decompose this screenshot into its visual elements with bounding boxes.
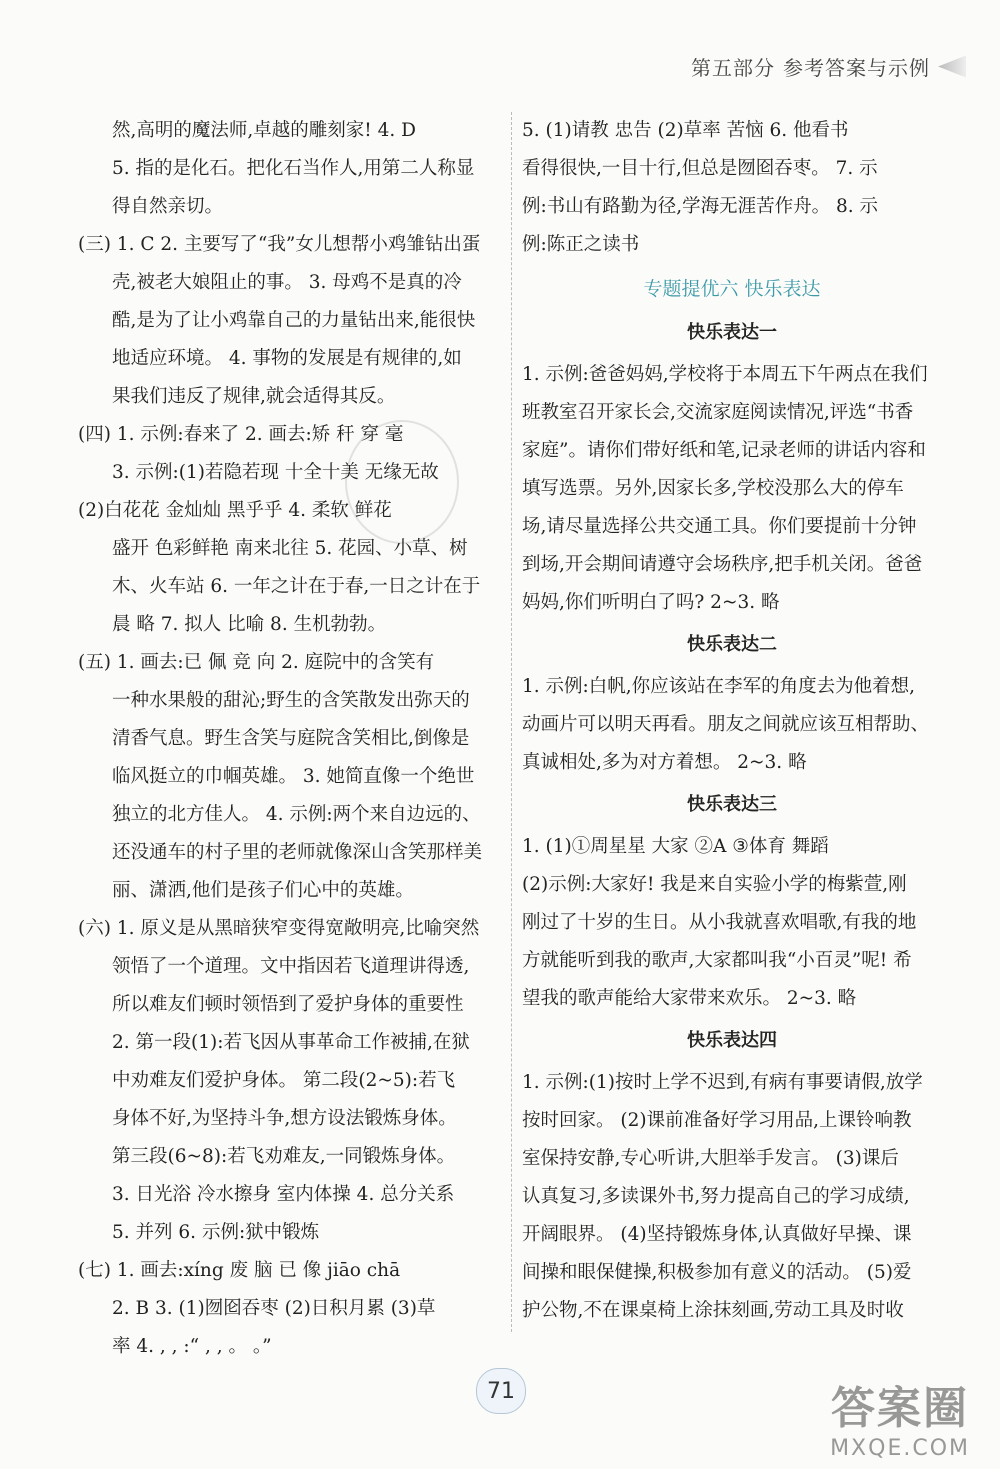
answer-line: 室保持安静,专心听讲,大胆举手发言。 (3)课后: [522, 1148, 899, 1169]
answer-line: (三) 1. C 2. 主要写了“我”女儿想帮小鸡雏钻出蛋: [78, 234, 481, 255]
answer-line: 认真复习,多读课外书,努力提高自己的学习成绩,: [522, 1186, 910, 1207]
page-header: [691, 52, 966, 81]
watermark-big: 答案圈: [831, 1383, 970, 1434]
answer-line: 率 4. , , :“ , , 。 。”: [112, 1336, 272, 1357]
topic-title: 专题提优六 快乐表达: [643, 278, 821, 300]
answer-line: 按时回家。 (2)课前准备好学习用品,上课铃响教: [522, 1110, 912, 1131]
header-flag-icon: [938, 56, 966, 78]
answer-line: 壳,被老大娘阻止的事。 3. 母鸡不是真的冷: [112, 272, 462, 293]
answer-line: 填写选票。另外,因家长多,学校没那么大的停车: [522, 478, 904, 499]
answer-line: 场,请尽量选择公共交通工具。你们要提前十分钟: [522, 516, 917, 537]
left-column: [78, 112, 507, 1366]
answer-line: 地适应环境。 4. 事物的发展是有规律的,如: [112, 348, 462, 369]
answer-line: 果我们违反了规律,就会适得其反。: [112, 386, 396, 407]
answer-line: 到场,开会期间请遵守会场秩序,把手机关闭。爸爸: [522, 554, 923, 575]
answer-line: (六) 1. 原义是从黑暗狭窄变得宽敞明亮,比喻突然: [78, 918, 480, 939]
answer-line: 5. 并列 6. 示例:狱中锻炼: [112, 1222, 320, 1243]
answer-line: (2)示例:大家好! 我是来自实验小学的梅紫萱,刚: [522, 874, 907, 895]
answer-line: 例:陈正之读书: [522, 234, 640, 255]
answer-line: 木、火车站 6. 一年之计在于春,一日之计在于: [112, 576, 481, 597]
answer-line: 1. (1)①周星星 大家 ②A ③体育 舞蹈: [522, 836, 829, 857]
answer-line: 清香气息。野生含笑与庭院含笑相比,倒像是: [112, 728, 470, 749]
answer-line: 班教室召开家长会,交流家庭阅读情况,评选“书香: [522, 402, 914, 423]
answer-line: 3. 示例:(1)若隐若现 十全十美 无缘无故: [112, 462, 439, 483]
answer-line: 第三段(6~8):若飞劝难友,一同锻炼身体。: [112, 1146, 456, 1167]
answer-line: 5. (1)请教 忠告 (2)草率 苦恼 6. 他看书: [522, 120, 849, 141]
section-title: 快乐表达四: [687, 1030, 777, 1051]
answer-line: 间操和眼保健操,积极参加有意义的活动。 (5)爱: [522, 1262, 912, 1283]
answer-line: 独立的北方佳人。 4. 示例:两个来自边远的、: [112, 804, 481, 825]
answer-line: (七) 1. 画去:xíng 废 脑 已 像 jiāo chā: [78, 1260, 401, 1281]
header-title: 参考答案与示例: [783, 56, 930, 80]
answer-line: 身体不好,为坚持斗争,想方设法锻炼身体。: [112, 1108, 457, 1129]
page-number: 71: [476, 1368, 526, 1414]
answer-line: 护公物,不在课桌椅上涂抹刻画,劳动工具及时收: [522, 1300, 904, 1321]
answer-line: 真诚相处,多为对方着想。 2~3. 略: [522, 752, 807, 773]
answer-line: 刚过了十岁的生日。从小我就喜欢唱歌,有我的地: [522, 912, 917, 933]
answer-line: 望我的歌声能给大家带来欢乐。 2~3. 略: [522, 988, 857, 1009]
answer-line: 一种水果般的甜沁;野生的含笑散发出弥天的: [112, 690, 470, 711]
answer-line: 3. 日光浴 冷水擦身 室内体操 4. 总分关系: [112, 1184, 455, 1205]
answer-line: 晨 略 7. 拟人 比喻 8. 生机勃勃。: [112, 614, 387, 635]
answer-line: 然,高明的魔法师,卓越的雕刻家! 4. D: [112, 120, 416, 141]
answer-line: 所以难友们顿时领悟到了爱护身体的重要性: [112, 994, 464, 1015]
section-title: 快乐表达一: [687, 322, 777, 343]
section-title: 快乐表达二: [687, 634, 777, 655]
right-column: [512, 112, 942, 1330]
answer-line: 看得很快,一目十行,但总是囫囵吞枣。 7. 示: [522, 158, 878, 179]
answer-line: 5. 指的是化石。把化石当作人,用第二人称显: [112, 158, 475, 179]
answer-line: (2)白花花 金灿灿 黑乎乎 4. 柔软 鲜花: [78, 500, 392, 521]
answer-line: 开阔眼界。 (4)坚持锻炼身体,认真做好早操、课: [522, 1224, 912, 1245]
header-section: 第五部分: [691, 56, 775, 80]
answer-line: 酷,是为了让小鸡靠自己的力量钻出来,能很快: [112, 310, 476, 331]
site-watermark: [830, 1372, 970, 1461]
answer-line: 妈妈,你们听明白了吗? 2~3. 略: [522, 592, 780, 613]
answer-line: 方就能听到我的歌声,大家都叫我“小百灵”呢! 希: [522, 950, 912, 971]
answer-line: 1. 示例:白帆,你应该站在李军的角度去为他着想,: [522, 676, 916, 697]
answer-line: 临风挺立的巾帼英雄。 3. 她简直像一个绝世: [112, 766, 475, 787]
answer-line: 家庭”。请你们带好纸和笔,记录老师的讲话内容和: [522, 440, 926, 461]
watermark-small: MXQE.COM: [830, 1436, 970, 1461]
section-title: 快乐表达三: [687, 794, 777, 815]
answer-line: 1. 示例:(1)按时上学不迟到,有病有事要请假,放学: [522, 1072, 923, 1093]
answer-line: 中劝难友们爱护身体。 第二段(2~5):若飞: [112, 1070, 456, 1091]
answer-line: 得自然亲切。: [112, 196, 224, 217]
answer-line: 还没通车的村子里的老师就像深山含笑那样美: [112, 842, 483, 863]
answer-line: (五) 1. 画去:已 佩 竞 向 2. 庭院中的含笑有: [78, 652, 435, 673]
answer-line: (四) 1. 示例:春来了 2. 画去:矫 秆 穿 毫: [78, 424, 404, 445]
answer-line: 2. B 3. (1)囫囵吞枣 (2)日积月累 (3)草: [112, 1298, 436, 1319]
answer-line: 1. 示例:爸爸妈妈,学校将于本周五下午两点在我们: [522, 364, 928, 385]
answer-line: 丽、潇洒,他们是孩子们心中的英雄。: [112, 880, 414, 901]
answer-line: 例:书山有路勤为径,学海无涯苦作舟。 8. 示: [522, 196, 879, 217]
answer-line: 盛开 色彩鲜艳 南来北往 5. 花园、小草、树: [112, 538, 468, 559]
answer-line: 2. 第一段(1):若飞因从事革命工作被捕,在狱: [112, 1032, 470, 1053]
answer-line: 领悟了一个道理。文中指因若飞道理讲得透,: [112, 956, 470, 977]
answer-line: 动画片可以明天再看。朋友之间就应该互相帮助、: [522, 714, 930, 735]
